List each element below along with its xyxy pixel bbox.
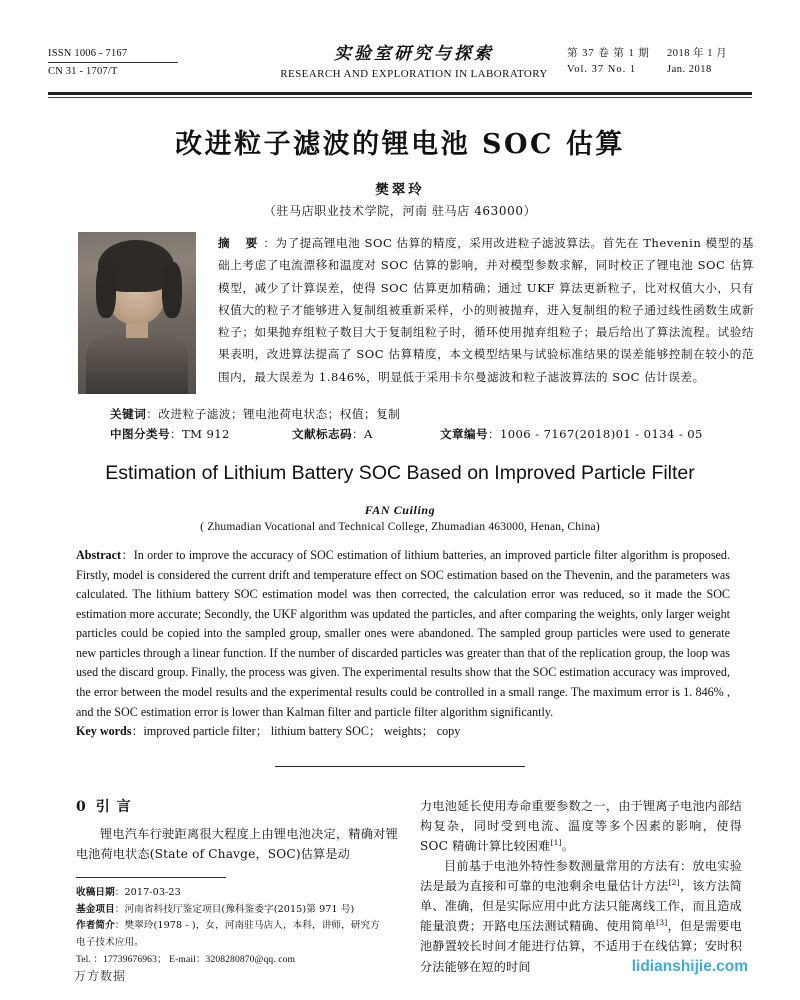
article-number-segment bbox=[440, 426, 703, 442]
body-right-p2-c: ，但是需要电池静置较长时间才能进行估算，不适用于在线估算；安时积分法能够在短的时间 bbox=[420, 919, 742, 974]
bio-label: 作者简介 bbox=[76, 920, 115, 932]
date-cn: 2018 年 1 月 bbox=[667, 48, 728, 59]
issn-number: ISSN 1006 - 7167 bbox=[48, 46, 178, 63]
section-heading bbox=[76, 796, 398, 816]
photo-hair-left-shape bbox=[96, 262, 116, 318]
abstract-en bbox=[76, 546, 730, 722]
article-number-label: 文章编号 bbox=[440, 427, 488, 441]
footnote-received bbox=[76, 885, 398, 902]
keywords-cn bbox=[110, 406, 754, 422]
footnote-divider bbox=[76, 877, 226, 878]
journal-name-block bbox=[244, 44, 584, 80]
abstract-en-label: Abstract bbox=[76, 548, 122, 562]
photo-body-shape bbox=[86, 330, 188, 394]
clc-line bbox=[110, 426, 754, 442]
masthead-rule-thin bbox=[48, 97, 752, 98]
abstract-en-text: ：In order to improve the accuracy of SOC estimation of lithium batteries, an improved particle filter algorithm is proposed. Firstly, model is considered the current drift and temperature effect on SOC estimation based on the Thevenin, and the parameters was calculated. The lithium battery SOC estimation model was then corrected, the calculation error was reduced, so it made the SOC estimation more accurate; Secondly, the UKF algorithm was updated the particles, and after comparing the weights, only larger weight particles could be copied into the sampled group, smaller ones were abandoned. The sampled group particles were used to generate new particles through a linear function. If the number of discarded particles was greater than that of the replication group, the loop was used the discard group. Finally, the process was given. The experimental results show that the SOC estimation accuracy was improved, the error between the model results and the experimental results could be controlled in a small range. The maximum error is 1. 846% , and the SOC estimation error is lower than Kalman filter and particle filter algorithm significantly. bbox=[76, 548, 730, 719]
author-name-cn: 樊翠玲 bbox=[375, 182, 425, 198]
masthead-rule-thick bbox=[48, 92, 752, 95]
doc-code-label: 文献标志码 bbox=[292, 427, 352, 441]
body-column-right bbox=[420, 796, 742, 977]
body-column-left bbox=[76, 796, 398, 969]
citation-ref-2: [2] bbox=[668, 878, 680, 888]
clc-segment bbox=[110, 426, 292, 442]
citation-ref-3: [3] bbox=[656, 918, 668, 928]
footnote-contact: Tel. ：17739676963； E-mail：3208280870@qq. com bbox=[76, 954, 296, 966]
abstract-cn bbox=[218, 232, 754, 388]
wanfang-logo: 万方数据 bbox=[74, 969, 127, 983]
footnote-bio bbox=[76, 918, 398, 935]
received-value: ：2017-03-23 bbox=[114, 887, 181, 899]
abstract-cn-label: 摘 要 bbox=[218, 236, 264, 250]
body-paragraph-left: 锂电汽车行驶距离很大程度上由锂电池决定，精确对锂电池荷电状态(State of Chavge，SOC)估算是动 bbox=[76, 827, 398, 862]
fund-label: 基金项目 bbox=[76, 903, 115, 915]
keywords-en-label: Key words bbox=[76, 724, 132, 738]
body-right-p1-end: 。 bbox=[561, 839, 575, 854]
affiliation-cn: （驻马店职业技术学院，河南 驻马店 463000） bbox=[263, 204, 537, 218]
doc-code-segment bbox=[292, 426, 440, 442]
footnote-bio-cont: 电子技术应用。 bbox=[76, 936, 144, 948]
author-name-en: FAN Cuiling bbox=[364, 503, 436, 517]
footnote-fund bbox=[76, 902, 398, 919]
cn-code: CN 31 - 1707/T bbox=[48, 66, 118, 78]
clc-label: 中图分类号 bbox=[110, 427, 170, 441]
body-right-p2-a: 目前基于电池外特性参数测量常用的方法有：放电实验法是最为直接和可靠的电池剩余电量估计方法 bbox=[420, 859, 742, 894]
clc-value: ：TM 912 bbox=[169, 427, 230, 441]
volume-issue-en: Vol. 37 No. 1 bbox=[567, 63, 637, 75]
body-right-p2-b: ，该方法简单、准确，但是实际应用中此方法只能离线工作，而且造成能量浪费；开路电压法测试精确、使用简单 bbox=[420, 879, 742, 934]
article-number-value: ：1006 - 7167(2018)01 - 0134 - 05 bbox=[487, 427, 703, 441]
page-title-cn: 改进粒子滤波的锂电池 SOC 估算 bbox=[175, 129, 625, 160]
author-photo bbox=[78, 232, 196, 394]
date-en: Jan. 2018 bbox=[667, 63, 712, 75]
section-divider bbox=[275, 766, 525, 767]
section-number: 0 bbox=[76, 799, 87, 815]
keywords-en-text: ：improved particle filter； lithium battery SOC； weights； copy bbox=[131, 724, 461, 738]
body-paragraph-right-1 bbox=[420, 796, 742, 856]
photo-hair-right-shape bbox=[162, 262, 182, 318]
keywords-en bbox=[76, 722, 730, 739]
bio-value: ：樊翠玲(1978 - )，女，河南驻马店人，本科，讲师，研究方 bbox=[114, 920, 380, 932]
received-label: 收稿日期 bbox=[76, 887, 115, 899]
volume-block bbox=[567, 46, 752, 78]
affiliation-en: ( Zhumadian Vocational and Technical College, Zhumadian 463000, Henan, China) bbox=[200, 521, 600, 533]
journal-title-en: RESEARCH AND EXPLORATION IN LABORATORY bbox=[280, 68, 548, 81]
volume-issue-cn: 第 37 卷 第 1 期 bbox=[567, 48, 650, 59]
fund-value: ：河南省科技厅鉴定项目(豫科鉴委字(2015)第 971 号) bbox=[114, 903, 355, 915]
page-title-en: Estimation of Lithium Battery SOC Based on Improved Particle Filter bbox=[105, 462, 695, 484]
keywords-cn-label: 关键词 bbox=[110, 407, 147, 421]
keywords-cn-text: ：改进粒子滤波；锂电池荷电状态；权值；复制 bbox=[146, 407, 401, 421]
doc-code-value: ：A bbox=[351, 427, 373, 441]
issn-block bbox=[48, 46, 178, 79]
section-title: 引 言 bbox=[95, 799, 132, 815]
body-right-p1-text: 力电池延长使用寿命重要参数之一，由于锂离子电池内部结构复杂，同时受到电流、温度等多个因素的影响，使得 SOC 精确计算比较困难 bbox=[420, 799, 742, 854]
abstract-cn-text: ：为了提高锂电池 SOC 估算的精度，采用改进粒子滤波算法。首先在 Thevenin 模型的基础上考虑了电流漂移和温度对 SOC 估算的影响，并对模型参数求解，同时校正了锂电池 SOC 估算模型，减少了计算误差，使得 SOC 估算更加精确；通过 UKF 算法更新粒子，比对权值大小，只有权值大的粒子才能够进入复制组被重新采样，小的则被抛弃，进入复制组的粒子通过线性函数生成新粒子；如果抛弃组粒子数目大于复制组粒子时，循环使用抛弃组粒子；最后给出了算法流程。试验结果表明，改进算法提高了 SOC 估算精度，本文模型结果与试验标准结果的误差能够控制在较小的范围内，最大误差为 1.846%，明显低于采用卡尔曼滤波和粒子滤波算法的 SOC 估计误差。 bbox=[218, 236, 754, 384]
site-watermark: lidianshijie.com bbox=[631, 958, 748, 975]
citation-ref-1: [1] bbox=[550, 838, 562, 848]
journal-title-cn: 实验室研究与探索 bbox=[334, 44, 494, 64]
footnotes-block bbox=[76, 885, 398, 969]
masthead bbox=[48, 44, 752, 88]
